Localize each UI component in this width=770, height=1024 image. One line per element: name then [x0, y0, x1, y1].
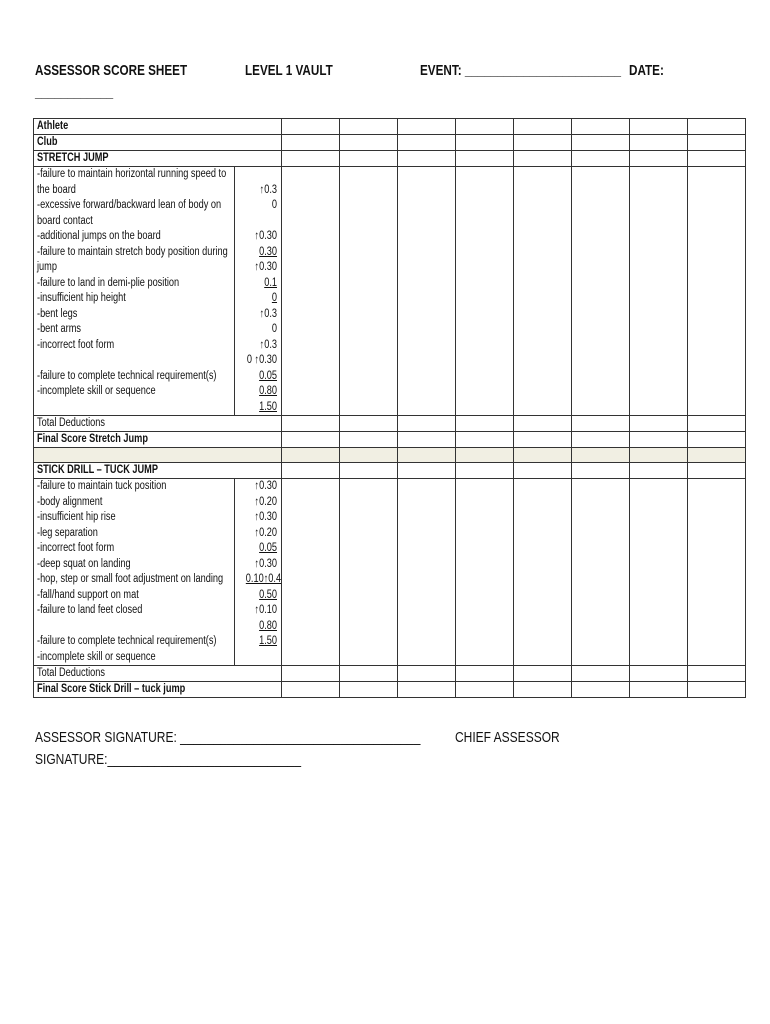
- club-cell[interactable]: [630, 135, 688, 151]
- sheet-title: ASSESSOR SCORE SHEET: [35, 62, 188, 79]
- section2-values: [235, 479, 282, 666]
- total-cell[interactable]: [572, 666, 630, 682]
- total-cell[interactable]: [456, 416, 514, 432]
- score-cell[interactable]: [398, 479, 456, 666]
- total-cell[interactable]: [572, 416, 630, 432]
- final-cell[interactable]: [340, 432, 398, 448]
- score-cell[interactable]: [514, 167, 572, 416]
- deduction-value: 0.80: [259, 385, 278, 397]
- date-label: DATE:: [629, 62, 664, 79]
- total-cell[interactable]: [630, 416, 688, 432]
- section2-total-label: Total Deductions: [34, 666, 282, 682]
- deduction-item: -leg separation: [37, 526, 98, 539]
- score-cell[interactable]: [688, 479, 746, 666]
- club-cell[interactable]: [514, 135, 572, 151]
- athlete-cell[interactable]: [398, 119, 456, 135]
- chief-assessor-label: CHIEF ASSESSOR: [455, 729, 560, 746]
- score-cell[interactable]: [456, 479, 514, 666]
- score-cell[interactable]: [456, 167, 514, 416]
- deduction-item: -bent legs: [37, 307, 78, 320]
- deduction-value: ↑0.10: [254, 604, 278, 616]
- club-cell[interactable]: [572, 135, 630, 151]
- deduction-value: [246, 167, 277, 183]
- club-label: Club: [34, 135, 282, 151]
- athlete-label: Athlete: [34, 119, 282, 135]
- final-cell[interactable]: [688, 682, 746, 698]
- deduction-item: -failure to complete technical requirement(s): [37, 369, 217, 382]
- deduction-value: 0.05: [259, 542, 278, 554]
- deduction-value: 0 ↑0.30: [246, 354, 278, 366]
- deduction-value: ↑0.3: [259, 307, 278, 320]
- final-cell[interactable]: [514, 432, 572, 448]
- total-cell[interactable]: [630, 666, 688, 682]
- score-cell[interactable]: [572, 167, 630, 416]
- total-cell[interactable]: [340, 666, 398, 682]
- deduction-item: -failure to land in demi-plie position: [37, 276, 180, 289]
- score-cell[interactable]: [340, 479, 398, 666]
- score-table-body: [34, 119, 746, 698]
- final-cell[interactable]: [514, 682, 572, 698]
- athlete-cell[interactable]: [688, 119, 746, 135]
- athlete-cell[interactable]: [456, 119, 514, 135]
- deduction-value: 1.50: [259, 635, 278, 647]
- final-cell[interactable]: [282, 432, 340, 448]
- athlete-cell[interactable]: [630, 119, 688, 135]
- total-cell[interactable]: [456, 666, 514, 682]
- deduction-value: ↑0.3: [259, 183, 278, 196]
- date-field[interactable]: ____________: [35, 84, 114, 101]
- total-cell[interactable]: [398, 416, 456, 432]
- score-cell[interactable]: [282, 479, 340, 666]
- deduction-item: -incorrect foot form: [37, 542, 115, 554]
- score-cell[interactable]: [630, 167, 688, 416]
- event-field[interactable]: EVENT: ________________________: [420, 62, 622, 79]
- deduction-value: ↑0.30: [254, 480, 278, 492]
- final-cell[interactable]: [688, 432, 746, 448]
- deduction-item: -additional jumps on the board: [37, 230, 161, 242]
- deduction-item: -incomplete skill or sequence: [37, 385, 156, 397]
- score-cell[interactable]: [572, 479, 630, 666]
- deduction-value: 0.1: [264, 276, 278, 289]
- athlete-cell[interactable]: [514, 119, 572, 135]
- deduction-item: -incomplete skill or sequence: [37, 650, 156, 663]
- section2-title: STICK DRILL – TUCK JUMP: [34, 463, 282, 479]
- spacer-row: [34, 448, 746, 463]
- chief-signature-field[interactable]: SIGNATURE:_____________________________: [35, 751, 301, 768]
- final-cell[interactable]: [630, 432, 688, 448]
- deduction-item: -failure to land feet closed: [37, 604, 143, 616]
- deduction-value: ↑0.30: [254, 261, 278, 273]
- deduction-value: 0: [271, 199, 278, 211]
- deduction-item: -failure to maintain horizontal running speed to: [37, 168, 227, 180]
- deduction-item: board contact: [37, 214, 93, 227]
- deduction-item: -incorrect foot form: [37, 338, 115, 351]
- deduction-value: 0.80: [259, 619, 278, 632]
- deduction-item: -failure to maintain tuck position: [37, 480, 167, 492]
- total-cell[interactable]: [514, 416, 572, 432]
- deduction-value: ↑0.3: [259, 338, 278, 351]
- section1-values: [235, 167, 282, 416]
- athlete-cell[interactable]: [572, 119, 630, 135]
- deduction-item: -fall/hand support on mat: [37, 588, 139, 601]
- deduction-item: jump: [37, 261, 57, 273]
- deduction-item: -deep squat on landing: [37, 557, 131, 570]
- level-label: LEVEL 1 VAULT: [245, 62, 333, 79]
- deduction-item: -failure to maintain stretch body position during: [37, 245, 228, 258]
- deduction-item: -bent arms: [37, 323, 81, 335]
- final-cell[interactable]: [630, 682, 688, 698]
- deduction-value: [246, 650, 277, 666]
- score-cell[interactable]: [630, 479, 688, 666]
- deduction-value: ↑0.30: [254, 230, 278, 242]
- section2-final-label: Final Score Stick Drill – tuck jump: [34, 682, 282, 698]
- section2-deductions: [34, 479, 235, 666]
- score-cell[interactable]: [340, 167, 398, 416]
- score-cell[interactable]: [398, 167, 456, 416]
- total-cell[interactable]: [688, 416, 746, 432]
- athlete-cell[interactable]: [340, 119, 398, 135]
- score-cell[interactable]: [514, 479, 572, 666]
- deduction-value: 0: [271, 292, 278, 304]
- section1-final-label: Final Score Stretch Jump: [34, 432, 282, 448]
- deduction-value: 0: [271, 323, 278, 335]
- deduction-item: -excessive forward/backward lean of body on: [37, 199, 222, 211]
- section1-title: STRETCH JUMP: [34, 151, 282, 167]
- deduction-item: -insufficient hip rise: [37, 511, 116, 523]
- score-cell[interactable]: [282, 167, 340, 416]
- deduction-item: -insufficient hip height: [37, 292, 126, 304]
- deduction-value: 0.05: [259, 369, 278, 382]
- final-cell[interactable]: [572, 682, 630, 698]
- score-table: [33, 118, 746, 698]
- total-cell[interactable]: [340, 416, 398, 432]
- total-cell[interactable]: [688, 666, 746, 682]
- deduction-item: [37, 400, 192, 416]
- deduction-item: -failure to complete technical requirement(s): [37, 635, 217, 647]
- final-cell[interactable]: [398, 432, 456, 448]
- final-cell[interactable]: [282, 682, 340, 698]
- deduction-item: the board: [37, 183, 76, 196]
- score-cell[interactable]: [688, 167, 746, 416]
- final-cell[interactable]: [398, 682, 456, 698]
- athlete-cell[interactable]: [282, 119, 340, 135]
- deduction-item: [37, 353, 192, 369]
- final-cell[interactable]: [572, 432, 630, 448]
- club-cell[interactable]: [456, 135, 514, 151]
- deduction-value: ↑0.20: [254, 495, 278, 508]
- final-cell[interactable]: [340, 682, 398, 698]
- total-cell[interactable]: [282, 666, 340, 682]
- deduction-item: -body alignment: [37, 495, 103, 508]
- deduction-value: 0.30: [259, 245, 278, 258]
- total-cell[interactable]: [514, 666, 572, 682]
- club-cell[interactable]: [282, 135, 340, 151]
- deduction-value: ↑0.20: [254, 526, 278, 539]
- section1-total-label: Total Deductions: [34, 416, 282, 432]
- deduction-value: ↑0.30: [254, 557, 278, 570]
- deduction-value: ↑0.30: [254, 511, 278, 523]
- deduction-value: 0.50: [259, 588, 278, 601]
- deduction-item: -hop, step or small foot adjustment on landing: [37, 573, 224, 585]
- club-cell[interactable]: [398, 135, 456, 151]
- final-cell[interactable]: [456, 682, 514, 698]
- deduction-item: [37, 619, 192, 635]
- club-cell[interactable]: [688, 135, 746, 151]
- section1-deductions: [34, 167, 235, 416]
- deduction-value: 1.50: [259, 400, 278, 413]
- final-cell[interactable]: [456, 432, 514, 448]
- total-cell[interactable]: [398, 666, 456, 682]
- total-cell[interactable]: [282, 416, 340, 432]
- assessor-signature-field[interactable]: ASSESSOR SIGNATURE: ____________________________________: [35, 729, 421, 746]
- club-cell[interactable]: [340, 135, 398, 151]
- deduction-value: 0.10↑0.4: [245, 573, 282, 585]
- deduction-value: [246, 214, 277, 230]
